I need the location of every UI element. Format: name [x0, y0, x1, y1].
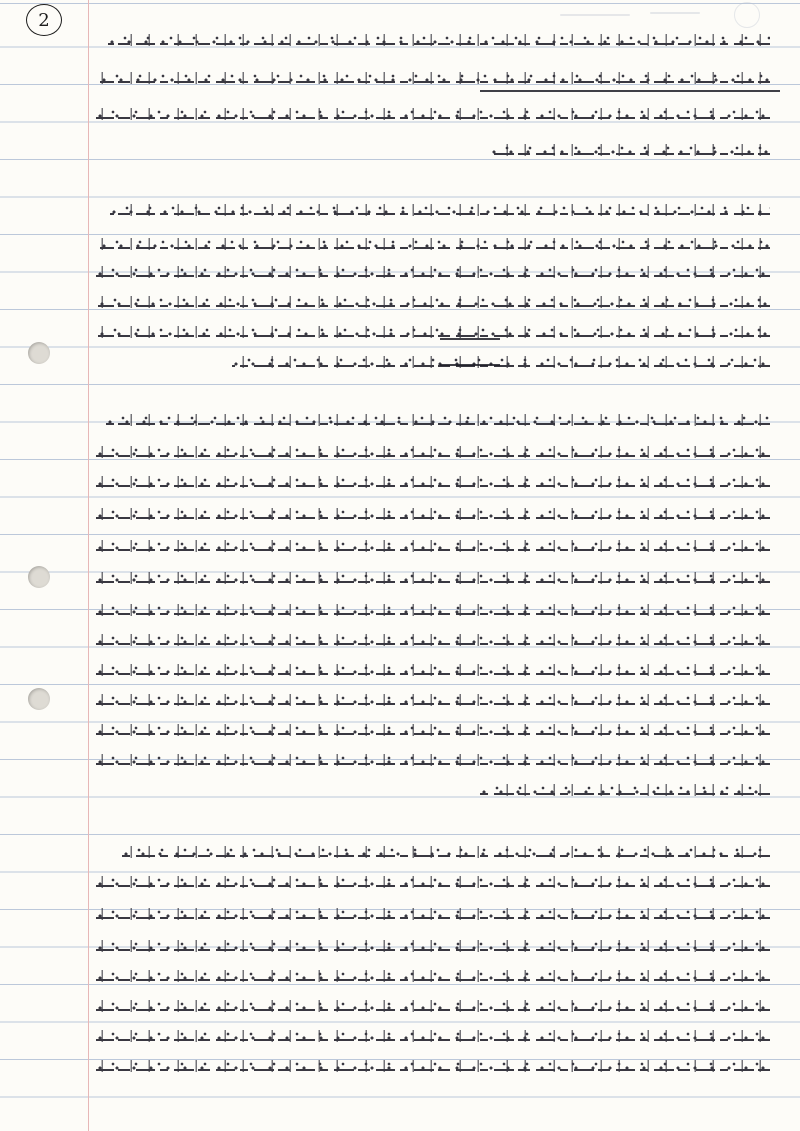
page-number-text: 2 — [38, 9, 50, 31]
punch-hole — [28, 688, 50, 710]
handwritten-line — [96, 442, 770, 462]
handwritten-line — [490, 140, 770, 160]
handwritten-line — [96, 600, 770, 620]
handwritten-line — [96, 568, 770, 588]
handwritten-line — [122, 842, 770, 862]
handwritten-line — [96, 750, 770, 770]
handwritten-line — [96, 1026, 770, 1046]
page-number — [26, 4, 62, 36]
punch-hole — [28, 342, 50, 364]
handwritten-line — [96, 720, 770, 740]
margin-line — [88, 0, 89, 1131]
handwritten-line — [96, 966, 770, 986]
handwritten-line — [108, 30, 770, 50]
handwritten-line — [96, 1056, 770, 1076]
handwritten-line — [96, 936, 770, 956]
handwritten-line — [96, 262, 770, 282]
handwritten-line — [98, 292, 770, 312]
show-through-stroke — [650, 12, 700, 14]
handwritten-line — [96, 472, 770, 492]
punch-hole — [28, 566, 50, 588]
handwritten-line — [96, 660, 770, 680]
handwritten-line — [100, 68, 770, 88]
show-through-circle — [734, 2, 760, 28]
handwritten-line — [98, 322, 770, 342]
handwritten-line — [96, 504, 770, 524]
handwritten-line — [96, 690, 770, 710]
handwritten-line — [96, 536, 770, 556]
handwritten-line — [106, 410, 770, 430]
handwritten-line — [96, 996, 770, 1016]
handwritten-line — [110, 200, 770, 220]
ink-underline — [480, 90, 780, 92]
show-through-stroke — [560, 14, 630, 16]
handwritten-line — [96, 904, 770, 924]
handwritten-line — [96, 104, 770, 124]
handwritten-line — [480, 780, 770, 800]
handwritten-line — [96, 630, 770, 650]
handwritten-line — [96, 872, 770, 892]
show-through-header — [460, 2, 760, 26]
handwritten-line — [100, 234, 770, 254]
handwritten-line — [232, 352, 770, 372]
